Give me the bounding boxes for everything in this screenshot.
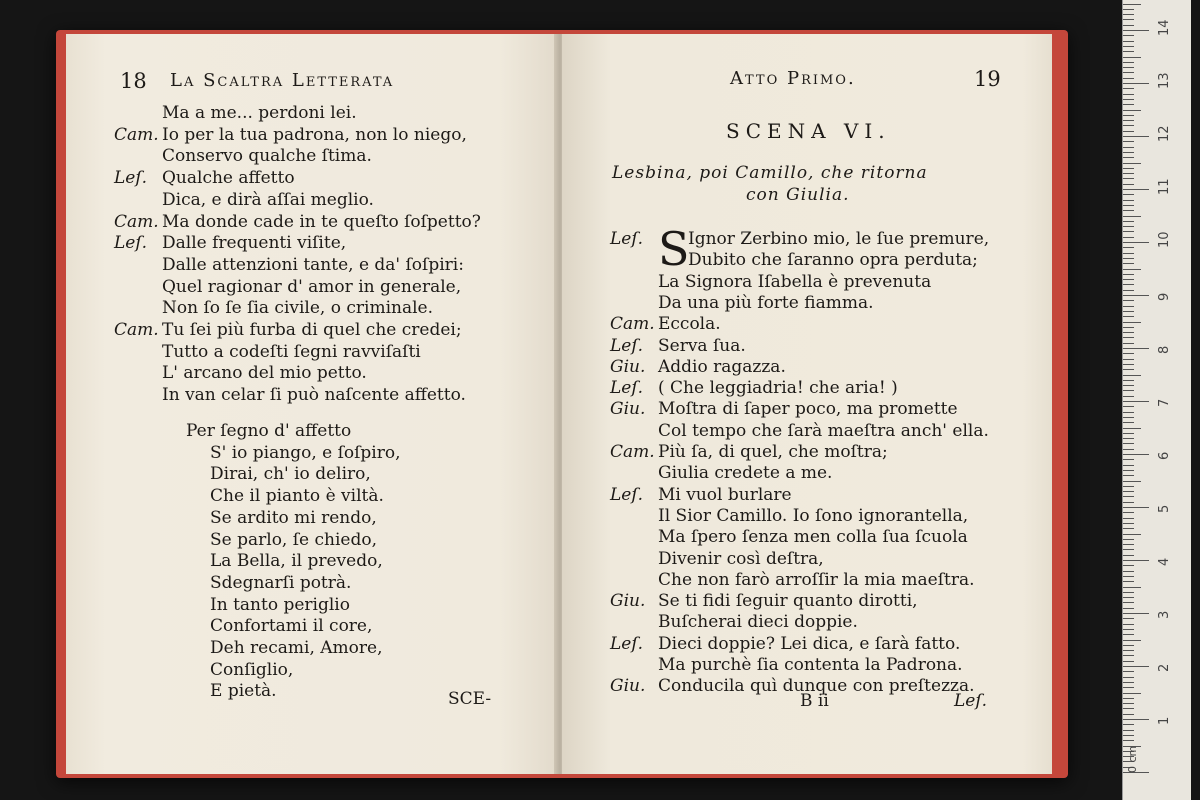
ruler-tick <box>1123 332 1134 333</box>
ruler-tick <box>1123 597 1134 598</box>
dialogue-line: Conducila quì dunque con preſtezza. <box>658 676 975 697</box>
ruler-number: 5 <box>1157 504 1172 513</box>
ruler-tick <box>1123 512 1134 513</box>
ruler-tick <box>1123 401 1149 402</box>
ruler-unit-label: 0 cm <box>1126 745 1139 773</box>
ruler-tick <box>1123 581 1134 582</box>
ruler-tick <box>1123 306 1134 307</box>
ruler-tick <box>1123 618 1134 619</box>
ruler-tick <box>1123 465 1134 466</box>
ruler-tick <box>1123 412 1134 413</box>
ruler-tick <box>1123 624 1134 625</box>
dialogue-line: Ma a me... perdoni lei. <box>162 103 357 123</box>
dialogue-line: Moſtra di ſaper poco, ma promette <box>658 399 958 420</box>
ruler-tick <box>1123 486 1134 487</box>
right-catchword: Leſ. <box>954 691 988 711</box>
ruler-tick <box>1123 353 1134 354</box>
ruler-tick <box>1123 544 1134 545</box>
dialogue-line: Buſcherai dieci doppie. <box>658 612 858 633</box>
ruler-tick <box>1123 385 1134 386</box>
dialogue-line: Eccola. <box>658 314 721 335</box>
ruler-tick <box>1123 571 1134 572</box>
dialogue-line: Giulia credete a me. <box>658 463 833 484</box>
ruler-tick <box>1123 491 1134 492</box>
ruler-number: 8 <box>1157 345 1172 354</box>
ruler-tick <box>1123 152 1134 153</box>
ruler-tick <box>1123 438 1134 439</box>
ruler-tick <box>1123 216 1141 217</box>
ruler-tick <box>1123 300 1134 301</box>
ruler-tick <box>1123 369 1134 370</box>
ruler-tick <box>1123 343 1134 344</box>
ruler-tick <box>1123 242 1149 243</box>
ruler-tick <box>1123 189 1149 190</box>
speaker-label: Leſ. <box>114 168 148 189</box>
ruler-tick <box>1123 724 1134 725</box>
ruler-tick <box>1123 549 1134 550</box>
ruler-number: 7 <box>1157 398 1172 407</box>
dialogue-line: Serva ſua. <box>658 335 746 356</box>
ruler-tick <box>1123 428 1141 429</box>
ruler-tick <box>1123 147 1134 148</box>
dialogue-line: Col tempo che ſarà maeſtra anch' ella. <box>658 420 989 441</box>
ruler-tick <box>1123 634 1134 635</box>
ruler-tick <box>1123 35 1134 36</box>
ruler-tick <box>1123 9 1134 10</box>
ruler-tick <box>1123 263 1134 264</box>
ruler-tick <box>1123 67 1134 68</box>
ruler-tick <box>1123 41 1134 42</box>
speaker-label: Leſ. <box>610 335 644 356</box>
ruler-tick <box>1123 677 1134 678</box>
aria-line: In tanto periglio <box>210 594 350 615</box>
aria-line: Dirai, ch' io deliro, <box>210 464 371 485</box>
ruler-tick <box>1123 703 1134 704</box>
ruler-tick <box>1123 608 1134 609</box>
ruler-tick <box>1123 507 1149 508</box>
ruler-tick <box>1123 417 1134 418</box>
dialogue-line: Ma purchè ſia contenta la Padrona. <box>658 655 963 675</box>
speaker-label: Leſ. <box>610 633 644 654</box>
ruler-tick <box>1123 481 1141 482</box>
right-page <box>562 34 1052 774</box>
dialogue-line: Dubito che ſaranno opra perduta; <box>688 250 978 271</box>
left-running-head: La Scaltra Letterata <box>170 70 395 91</box>
dialogue-line: In van celar ſi può naſcente affetto. <box>162 385 466 406</box>
ruler-tick <box>1123 364 1134 365</box>
ruler-tick <box>1123 4 1141 5</box>
stage-direction-line1: Lesbina, poi Camillo, che ritorna <box>612 163 928 183</box>
dialogue-line: L' arcano del mio petto. <box>162 363 367 384</box>
dialogue-line: Più ſa, di quel, che moſtra; <box>658 442 888 462</box>
ruler-tick <box>1123 258 1134 259</box>
ruler-tick <box>1123 565 1134 566</box>
ruler-tick <box>1123 284 1134 285</box>
ruler-tick <box>1123 730 1134 731</box>
ruler-tick <box>1123 46 1134 47</box>
dialogue-line: Il Sior Camillo. Io ſono ignorantella, <box>658 505 969 526</box>
aria-line: Se ardito mi rendo, <box>210 507 377 528</box>
speaker-label: Cam. <box>114 320 159 340</box>
ruler-tick <box>1123 337 1134 338</box>
ruler-tick <box>1123 496 1134 497</box>
ruler-tick <box>1123 459 1134 460</box>
ruler-tick <box>1123 687 1134 688</box>
ruler-tick <box>1123 650 1134 651</box>
dialogue-line: Divenir così deſtra, <box>658 548 824 569</box>
ruler-tick <box>1123 714 1134 715</box>
ruler-tick <box>1123 576 1134 577</box>
ruler-tick <box>1123 141 1134 142</box>
ruler-tick <box>1123 528 1134 529</box>
dialogue-line: Dalle attenzioni tante, e da' ſoſpiri: <box>162 254 464 275</box>
speaker-label: Cam. <box>114 211 159 232</box>
ruler-tick <box>1123 454 1149 455</box>
ruler-tick <box>1123 645 1134 646</box>
ruler-tick <box>1123 693 1141 694</box>
dialogue-line: Tutto a codeſti ſegni ravviſaſti <box>162 341 421 362</box>
dialogue-line: Che non farò arroſſir la mia maeſtra. <box>658 569 975 590</box>
speaker-label: Leſ. <box>610 378 644 399</box>
ruler-tick <box>1123 94 1134 95</box>
ruler-number: 9 <box>1157 292 1172 301</box>
ruler-tick <box>1123 587 1141 588</box>
ruler-tick <box>1123 168 1134 169</box>
ruler-tick <box>1123 210 1134 211</box>
ruler-tick <box>1123 226 1134 227</box>
ruler-tick <box>1123 279 1134 280</box>
speaker-label: Giu. <box>610 591 646 612</box>
dialogue-line: Qualche affetto <box>162 168 295 189</box>
ruler-tick <box>1123 19 1134 20</box>
dialogue-line: Non ſo ſe ſia civile, o criminale. <box>162 298 433 319</box>
speaker-label: Cam. <box>114 124 159 145</box>
ruler-number: 2 <box>1157 663 1172 672</box>
ruler-tick <box>1123 221 1134 222</box>
ruler-tick <box>1123 131 1134 132</box>
ruler-tick <box>1123 163 1141 164</box>
ruler-tick <box>1123 698 1134 699</box>
dialogue-line: Mi vuol burlare <box>658 484 792 505</box>
aria-line: Per ſegno d' affetto <box>186 421 352 441</box>
ruler-tick <box>1123 231 1134 232</box>
ruler-tick <box>1123 560 1149 561</box>
ruler-tick <box>1123 51 1134 52</box>
ruler-tick <box>1123 247 1134 248</box>
ruler-number: 6 <box>1157 451 1172 460</box>
ruler-tick <box>1123 311 1134 312</box>
ruler-tick <box>1123 523 1134 524</box>
dialogue-line: Dica, e dirà aſſai meglio. <box>162 189 374 210</box>
ruler-tick <box>1123 449 1134 450</box>
ruler-tick <box>1123 359 1134 360</box>
dialogue-line: Addio ragazza. <box>658 356 786 377</box>
stage-direction-line2: con Giulia. <box>746 185 850 205</box>
measuring-ruler <box>1122 0 1191 800</box>
ruler-tick <box>1123 295 1149 296</box>
dialogue-line: Ma ſpero ſenza men colla ſua ſcuola <box>658 527 968 548</box>
ruler-number: 14 <box>1157 19 1172 36</box>
dialogue-line: Quel ragionar d' amor in generale, <box>162 276 462 297</box>
ruler-number: 12 <box>1157 125 1172 142</box>
ruler-tick <box>1123 592 1134 593</box>
dialogue-line: Ma donde cade in te queſto ſoſpetto? <box>162 211 481 232</box>
right-page-number: 19 <box>974 67 1001 91</box>
speaker-label: Giu. <box>610 356 646 377</box>
aria-line: Confortami il core, <box>210 616 373 637</box>
ruler-tick <box>1123 14 1134 15</box>
ruler-tick <box>1123 237 1134 238</box>
ruler-tick <box>1123 205 1134 206</box>
ruler-tick <box>1123 88 1134 89</box>
speaker-label: Giu. <box>610 399 646 420</box>
aria-line: Deh recami, Amore, <box>210 638 383 658</box>
speaker-label: Leſ. <box>610 484 644 505</box>
right-running-head: Atto Primo. <box>730 68 856 89</box>
ruler-tick <box>1123 661 1134 662</box>
ruler-number: 11 <box>1157 178 1172 195</box>
ruler-tick <box>1123 57 1141 58</box>
aria-line: E pietà. <box>210 681 277 702</box>
ruler-tick <box>1123 99 1134 100</box>
ruler-tick <box>1123 322 1141 323</box>
ruler-tick <box>1123 422 1134 423</box>
ruler-tick <box>1123 433 1134 434</box>
left-page-number: 18 <box>120 69 147 93</box>
ruler-tick <box>1123 708 1134 709</box>
aria-line: Se parlo, ſe chiedo, <box>210 529 377 550</box>
ruler-tick <box>1123 194 1134 195</box>
ruler-tick <box>1123 735 1134 736</box>
ruler-number: 4 <box>1157 557 1172 566</box>
ruler-tick <box>1123 502 1134 503</box>
aria-line: Conſiglio, <box>210 659 294 680</box>
ruler-tick <box>1123 443 1134 444</box>
ruler-number: 10 <box>1157 231 1172 248</box>
ruler-tick <box>1123 327 1134 328</box>
ruler-tick <box>1123 269 1141 270</box>
ruler-tick <box>1123 655 1134 656</box>
ruler-tick <box>1123 290 1134 291</box>
ruler-tick <box>1123 157 1134 158</box>
ruler-tick <box>1123 375 1141 376</box>
ruler-tick <box>1123 348 1149 349</box>
ruler-number: 3 <box>1157 610 1172 619</box>
ruler-tick <box>1123 173 1134 174</box>
dialogue-line: Da una più forte fiamma. <box>658 292 874 313</box>
ruler-tick <box>1123 83 1149 84</box>
ruler-tick <box>1123 78 1134 79</box>
ruler-tick <box>1123 253 1134 254</box>
ruler-tick <box>1123 406 1134 407</box>
ruler-tick <box>1123 390 1134 391</box>
ruler-tick <box>1123 518 1134 519</box>
ruler-tick <box>1123 539 1134 540</box>
ruler-tick <box>1123 534 1141 535</box>
aria-line: S' io piango, e ſoſpiro, <box>210 442 401 463</box>
ruler-tick <box>1123 110 1141 111</box>
drop-cap: S <box>658 222 690 276</box>
ruler-tick <box>1123 613 1149 614</box>
ruler-tick <box>1123 396 1134 397</box>
left-page <box>66 34 558 774</box>
signature-mark: B ii <box>800 691 829 711</box>
ruler-tick <box>1123 629 1134 630</box>
scene-title: SCENA VI. <box>726 119 891 143</box>
ruler-tick <box>1123 115 1134 116</box>
ruler-tick <box>1123 666 1149 667</box>
ruler-tick <box>1123 25 1134 26</box>
dialogue-line: La Signora Iſabella è prevenuta <box>658 271 932 292</box>
ruler-tick <box>1123 602 1134 603</box>
ruler-tick <box>1123 200 1134 201</box>
ruler-tick <box>1123 682 1134 683</box>
dialogue-line: Dalle frequenti viſite, <box>162 233 347 254</box>
ruler-tick <box>1123 136 1149 137</box>
aria-line: Che il pianto è viltà. <box>210 486 384 507</box>
dialogue-line: Se ti fidi ſeguir quanto dirotti, <box>658 591 918 612</box>
ruler-number: 13 <box>1157 72 1172 89</box>
speaker-label: Cam. <box>610 442 655 462</box>
ruler-tick <box>1123 72 1134 73</box>
ruler-tick <box>1123 104 1134 105</box>
left-catchword: SCE- <box>448 689 492 709</box>
ruler-tick <box>1123 184 1134 185</box>
dialogue-line: Tu ſei più furba di quel che credei; <box>162 320 462 340</box>
dialogue-line: Ignor Zerbino mio, le ſue premure, <box>688 229 990 249</box>
ruler-tick <box>1123 555 1134 556</box>
dialogue-line: Dieci doppie? Lei dica, e ſarà fatto. <box>658 633 961 654</box>
ruler-tick <box>1123 719 1149 720</box>
ruler-tick <box>1123 470 1134 471</box>
ruler-tick <box>1123 316 1134 317</box>
ruler-tick <box>1123 274 1134 275</box>
ruler-tick <box>1123 740 1134 741</box>
ruler-tick <box>1123 640 1141 641</box>
ruler-tick <box>1123 125 1134 126</box>
dialogue-line: ( Che leggiadria! che aria! ) <box>658 378 898 399</box>
ruler-tick <box>1123 30 1149 31</box>
ruler-tick <box>1123 120 1134 121</box>
aria-line: Sdegnarſi potrà. <box>210 572 352 593</box>
speaker-label: Cam. <box>610 314 655 335</box>
dialogue-line: Io per la tua padrona, non lo niego, <box>162 124 467 145</box>
ruler-tick <box>1123 178 1134 179</box>
dialogue-line: Conservo qualche ſtima. <box>162 146 372 167</box>
ruler-tick <box>1123 380 1134 381</box>
speaker-label: Giu. <box>610 676 646 697</box>
speaker-label: Leſ. <box>114 233 148 254</box>
aria-line: La Bella, il prevedo, <box>210 551 383 572</box>
ruler-tick <box>1123 671 1134 672</box>
speaker-label: Leſ. <box>610 229 644 249</box>
ruler-number: 1 <box>1157 716 1172 725</box>
ruler-tick <box>1123 475 1134 476</box>
ruler-tick <box>1123 62 1134 63</box>
